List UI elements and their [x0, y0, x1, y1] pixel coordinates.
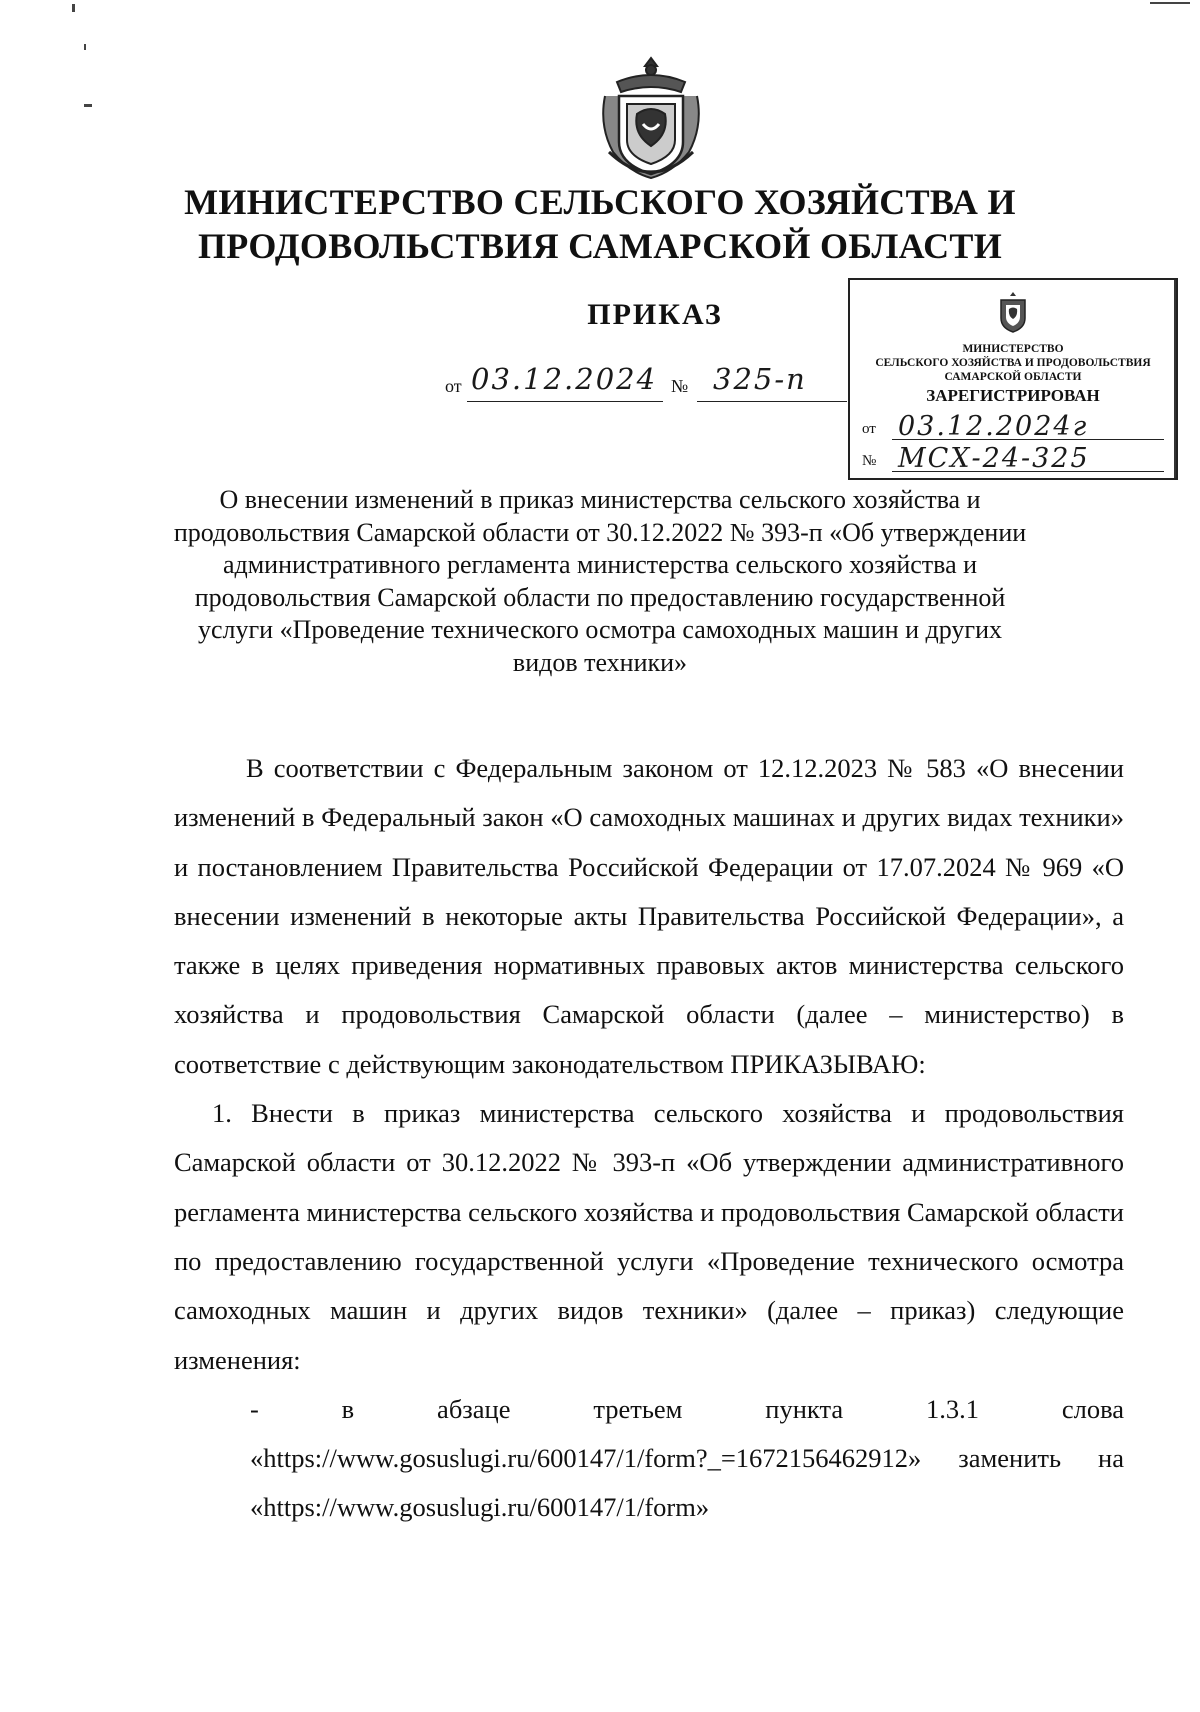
item-1-paragraph: 1. Внести в приказ министерства сельского хозяйства и продовольствия Самарской области от 30.12.2022 № 393-п «Об утверждении административного регламента министерства сельского хозяйства и продовольствия Самарской области по предоставлению государственной услуги «Проведение технического осмотра самоходных машин и других видов техники» (далее – приказ) следующие изменения:	[174, 1098, 1124, 1375]
order-number-underline	[697, 401, 847, 402]
subject-line: административного регламента министерства сельского хозяйства и	[222, 550, 978, 579]
subject-line: продовольствия Самарской области от 30.12.2022 № 393-п «Об утверждении	[173, 517, 1027, 547]
ministry-name	[160, 180, 1040, 268]
order-date-underline	[467, 401, 663, 402]
stamp-registered: ЗАРЕГИСТРИРОВАН	[926, 386, 1100, 405]
subject-line: видов техники»	[512, 647, 688, 677]
order-number-label: №	[671, 376, 689, 396]
scan-artifact	[84, 104, 92, 107]
stamp-line3: САМАРСКОЙ ОБЛАСТИ	[944, 371, 1082, 383]
scan-artifact	[72, 4, 75, 12]
document-subject	[170, 484, 1030, 679]
stamp-number-handwritten: МСХ-24-325	[898, 443, 1090, 474]
order-from-label: от	[445, 376, 462, 396]
stamp-emblem-icon	[995, 290, 1031, 334]
stamp-number-underline	[892, 471, 1164, 472]
stamp-line1: МИНИСТЕРСТВО	[962, 343, 1064, 355]
stamp-number-label: №	[862, 453, 877, 469]
amendment-dash-paragraph: - в абзаце третьем пункта 1.3.1 слова «https://www.gosuslugi.ru/600147/1/form?_=1672156462912» заменить на «https://www.gosuslugi.ru/600147/1/form»	[250, 1393, 1124, 1523]
ministry-name-line1: МИНИСТЕРСТВО СЕЛЬСКОГО ХОЗЯЙСТВА И	[184, 182, 1016, 222]
stamp-date-row	[862, 408, 1164, 442]
subject-line: продовольствия Самарской области по предоставлению государственной	[194, 582, 1006, 612]
ministry-name-line2: ПРОДОВОЛЬСТВИЯ САМАРСКОЙ ОБЛАСТИ	[197, 226, 1003, 266]
registration-stamp	[848, 278, 1178, 480]
stamp-date-handwritten: 03.12.2024г	[898, 411, 1089, 442]
document-body	[174, 744, 1124, 1533]
scan-artifact	[1150, 2, 1190, 4]
order-date-handwritten: 03.12.2024	[471, 362, 658, 396]
stamp-number-row	[862, 440, 1164, 474]
coat-of-arms-emblem	[595, 52, 707, 180]
order-number-handwritten: 325-п	[713, 362, 807, 396]
subject-line: О внесении изменений в приказ министерства сельского хозяйства и	[219, 485, 981, 514]
order-date-number-line	[445, 362, 865, 402]
subject-line: услуги «Проведение технического осмотра самоходных машин и других	[198, 615, 1002, 644]
scan-artifact	[84, 44, 86, 50]
stamp-from-label: от	[862, 421, 876, 437]
document-type-title: ПРИКАЗ	[587, 298, 723, 331]
stamp-line2: СЕЛЬСКОГО ХОЗЯЙСТВА И ПРОДОВОЛЬСТВИЯ	[875, 357, 1151, 369]
preamble-paragraph: В соответствии с Федеральным законом от 12.12.2023 № 583 «О внесении изменений в Федеральный закон «О самоходных машинах и других видах техники» и постановлением Правительства Российской Федерации от 17.07.2024 № 969 «О внесении изменений в некоторые акты Правительства Российской Федерации», а также в целях приведения нормативных правовых актов министерства сельского хозяйства и продовольствия Самарской области (далее – министерство) в соответствие с действующим законодательством ПРИКАЗЫВАЮ:	[174, 753, 1124, 1079]
